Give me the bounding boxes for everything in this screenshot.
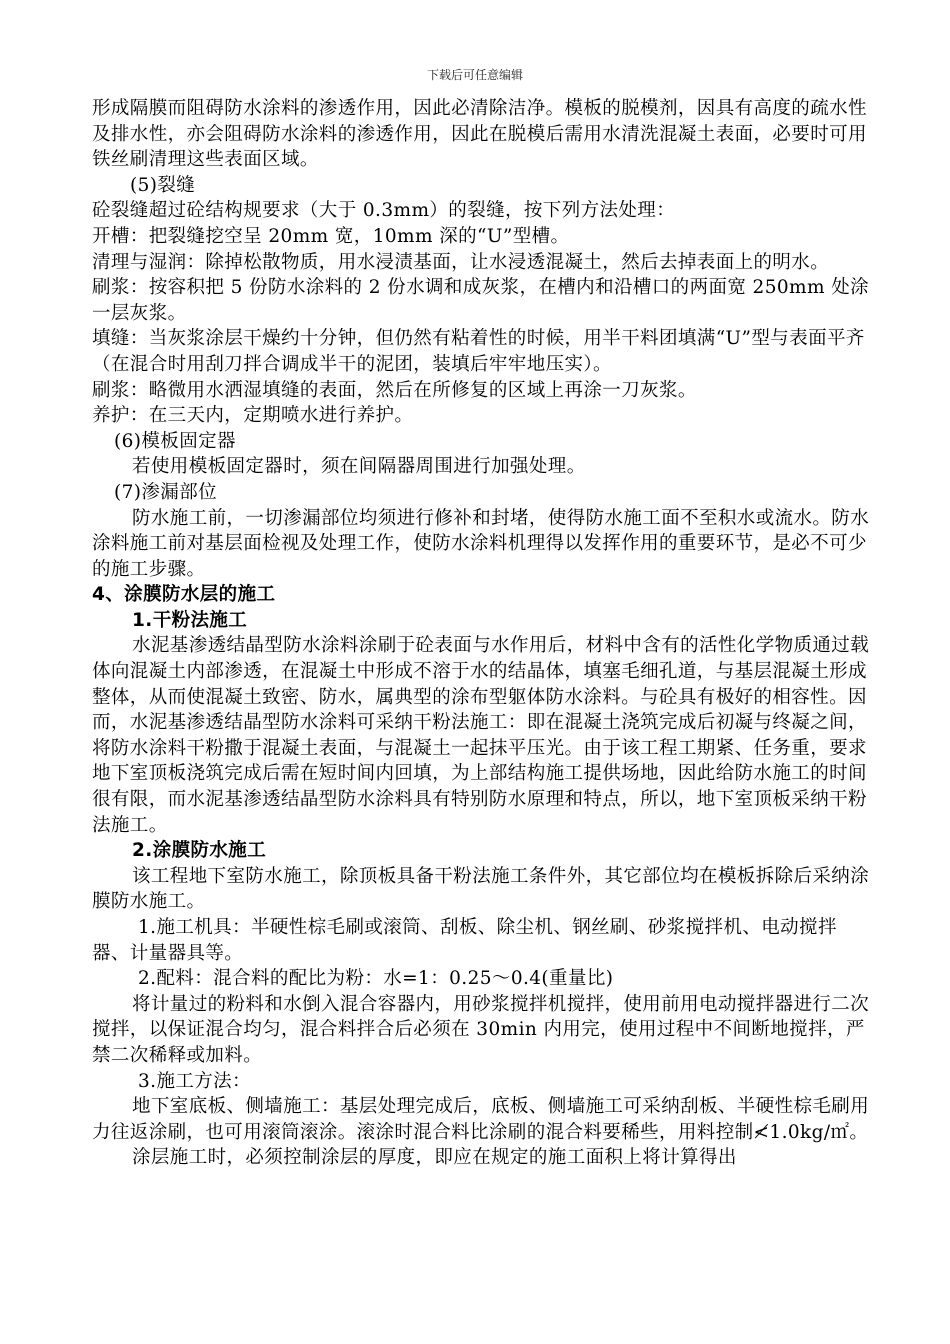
- document-body: [92, 96, 872, 1171]
- paragraph-thickness: 涂层施工时，必须控制涂层的厚度，即应在规定的施工面积上将计算得出: [132, 1147, 737, 1169]
- paragraph-method: 地下室底板、侧墙施工：基层处理完成后，底板、侧墙施工可采纳刮板、半硬性棕毛刷用力往返涂刷，也可用滚筒滚涂。滚涂时混合料比涂刷的混合料要稀些，用料控制≮1.0kg/㎡。: [92, 1096, 870, 1143]
- crack-step-fill: 填缝：当灰浆涂层干燥约十分钟，但仍然有粘着性的时候，用半干料团填满“U”型与表面平齐（在混合时用刮刀拌合调成半干的泥团，装填后牢牢地压实）。: [92, 328, 865, 375]
- paragraph-dry-powder: 水泥基渗透结晶型防水涂料涂刷于砼表面与水作用后，材料中含有的活性化学物质通过载体向混凝土内部渗透，在混凝土中形成不溶于水的结晶体，填塞毛细孔道，与基层混凝土形成整体，从而使混凝土致密、防水，属典型的涂布型躯体防水涂料。与砼具有极好的相容性。因而，水泥基渗透结晶型防水涂料可采纳干粉法施工：即在混凝土浇筑完成后初凝与终凝之间，将防水涂料干粉撒于混凝土表面，与混凝土一起抹平压光。由于该工程工期紧、任务重，要求地下室顶板浇筑完成后需在短时间内回填，为上部结构施工提供场地，因此给防水施工的时间很有限，而水泥基渗透结晶型防水涂料具有特别防水原理和特点，所以，地下室顶板采纳干粉法施工。: [92, 635, 870, 836]
- heading-film: 2.涂膜防水施工: [132, 840, 267, 862]
- heading-method: 3.施工方法：: [138, 1070, 251, 1092]
- crack-step-cure: 养护：在三天内，定期喷水进行养护。: [92, 405, 414, 427]
- paragraph-tools: 1.施工机具：半硬性棕毛刷或滚筒、刮板、除尘机、钢丝刷、砂浆搅拌机、电动搅拌器、计量器具等。: [92, 917, 837, 964]
- paragraph-intro: 形成隔膜而阻碍防水涂料的渗透作用，因此必清除洁净。模板的脱模剂，因具有高度的疏水性及排水性，亦会阻碍防水涂料的渗透作用，因此在脱模后需用水清洗混凝土表面，必要时可用铁丝刷清理这些表面区域。: [92, 98, 867, 171]
- paragraph-mix: 2.配料：混合料的配比为粉：水=1：0.25～0.4(重量比): [138, 968, 614, 990]
- heading-crack: (5)裂缝: [130, 174, 196, 196]
- header-note: 下载后可任意编辑: [426, 68, 523, 82]
- crack-step-clean: 清理与湿润：除掉松散物质，用水浸渍基面，让水浸透混凝土，然后去掉表面上的明水。: [92, 251, 830, 273]
- paragraph-fixer: 若使用模板固定器时，须在间隔器周围进行加强处理。: [132, 456, 586, 478]
- crack-step-groove: 开槽：把裂缝挖空呈 20mm 宽，10mm 深的“U”型槽。: [92, 225, 570, 247]
- paragraph-crack-intro: 砼裂缝超过砼结构规要求（大于 0.3mm）的裂缝，按下列方法处理：: [92, 200, 676, 222]
- heading-dry-powder: 1.干粉法施工: [132, 609, 248, 631]
- paragraph-leak: 防水施工前，一切渗漏部位均须进行修补和封堵，使得防水施工面不至积水或流水。防水涂料施工前对基层面检视及处理工作，使防水涂料机理得以发挥作用的重要环节，是必不可少的施工步骤。: [92, 507, 870, 580]
- paragraph-mix-text: 将计量过的粉料和水倒入混合容器内，用砂浆搅拌机搅拌，使用前用电动搅拌器进行二次搅拌，以保证混合均匀，混合料拌合后必须在 30min 内用完，使用过程中不间断地搅拌，严禁二次稀释或加料。: [92, 993, 870, 1066]
- paragraph-film: 该工程地下室防水施工，除顶板具备干粉法施工条件外，其它部位均在模板拆除后采纳涂膜防水施工。: [92, 865, 870, 913]
- heading-leak: (7)渗漏部位: [114, 481, 218, 503]
- heading-section-4: 4、涂膜防水层的施工: [92, 584, 276, 606]
- crack-step-brush: 刷浆：按容积把 5 份防水涂料的 2 份水调和成灰浆，在槽内和沿槽口的两面宽 250mm 处涂一层灰浆。: [92, 277, 870, 324]
- heading-fixer: (6)模板固定器: [114, 430, 236, 452]
- crack-step-brush-again: 刷浆：略微用水洒湿填缝的表面，然后在所修复的区域上再涂一刀灰浆。: [92, 379, 697, 401]
